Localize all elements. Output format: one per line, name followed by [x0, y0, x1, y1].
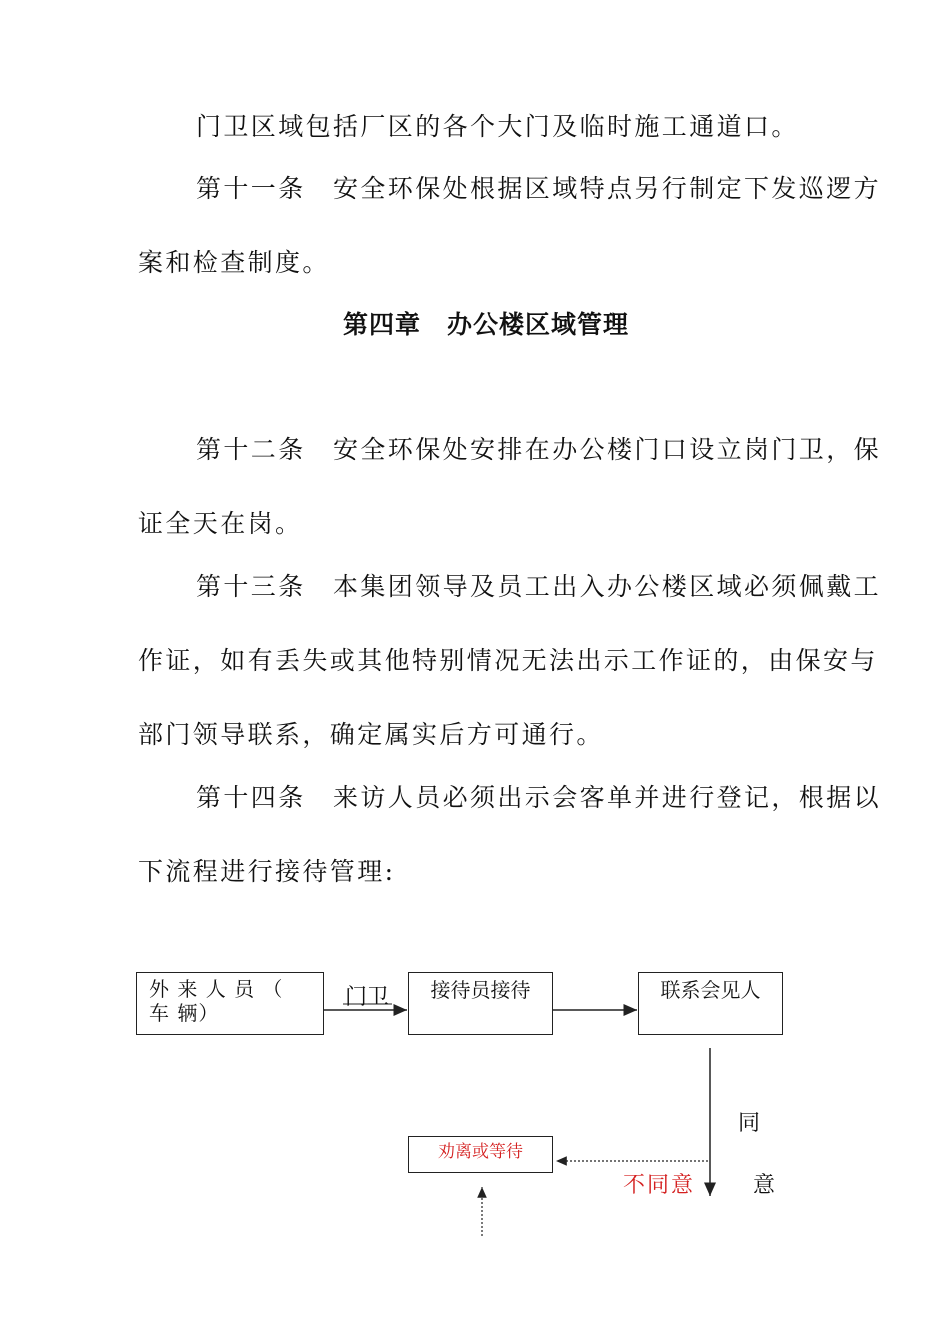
paragraph-line-1: 门卫区域包括厂区的各个大门及临时施工通道口。 [196, 112, 799, 141]
article-11-line-1: 第十一条 安全环保处根据区域特点另行制定下发巡逻方 [196, 174, 882, 203]
agree-label-top: 同 [738, 1111, 761, 1136]
leave-or-wait-label: 劝离或等待 [438, 1142, 523, 1162]
article-12-line-2: 证全天在岗。 [138, 509, 303, 538]
reception-box-label: 接待员接待 [430, 978, 531, 1002]
gate-label: 门卫 [345, 985, 390, 1010]
reception-box [408, 972, 553, 1035]
article-13-line-3: 部门领导联系，确定属实后方可通行。 [138, 720, 604, 749]
contact-box [638, 972, 783, 1035]
article-14-line-1: 第十四条 来访人员必须出示会客单并进行登记，根据以 [196, 783, 882, 812]
agree-label-bottom: 意 [753, 1173, 776, 1198]
visitor-box [136, 972, 324, 1035]
article-13-line-2: 作证，如有丢失或其他特别情况无法出示工作证的，由保安与 [138, 646, 878, 675]
contact-box-label: 联系会见人 [660, 978, 761, 1002]
article-14-line-2: 下流程进行接待管理: [138, 857, 396, 886]
article-11-line-2: 案和检查制度。 [138, 248, 330, 277]
chapter-heading: 第四章 办公楼区域管理 [342, 310, 629, 339]
visitor-box-label: 外 来 人 员 （ 车 辆） [149, 977, 284, 1025]
leave-or-wait-box [408, 1136, 553, 1173]
article-13-line-1: 第十三条 本集团领导及员工出入办公楼区域必须佩戴工 [196, 572, 882, 601]
article-12-line-1: 第十二条 安全环保处安排在办公楼门口设立岗门卫，保 [196, 435, 882, 464]
disagree-label: 不同意 [623, 1173, 696, 1198]
